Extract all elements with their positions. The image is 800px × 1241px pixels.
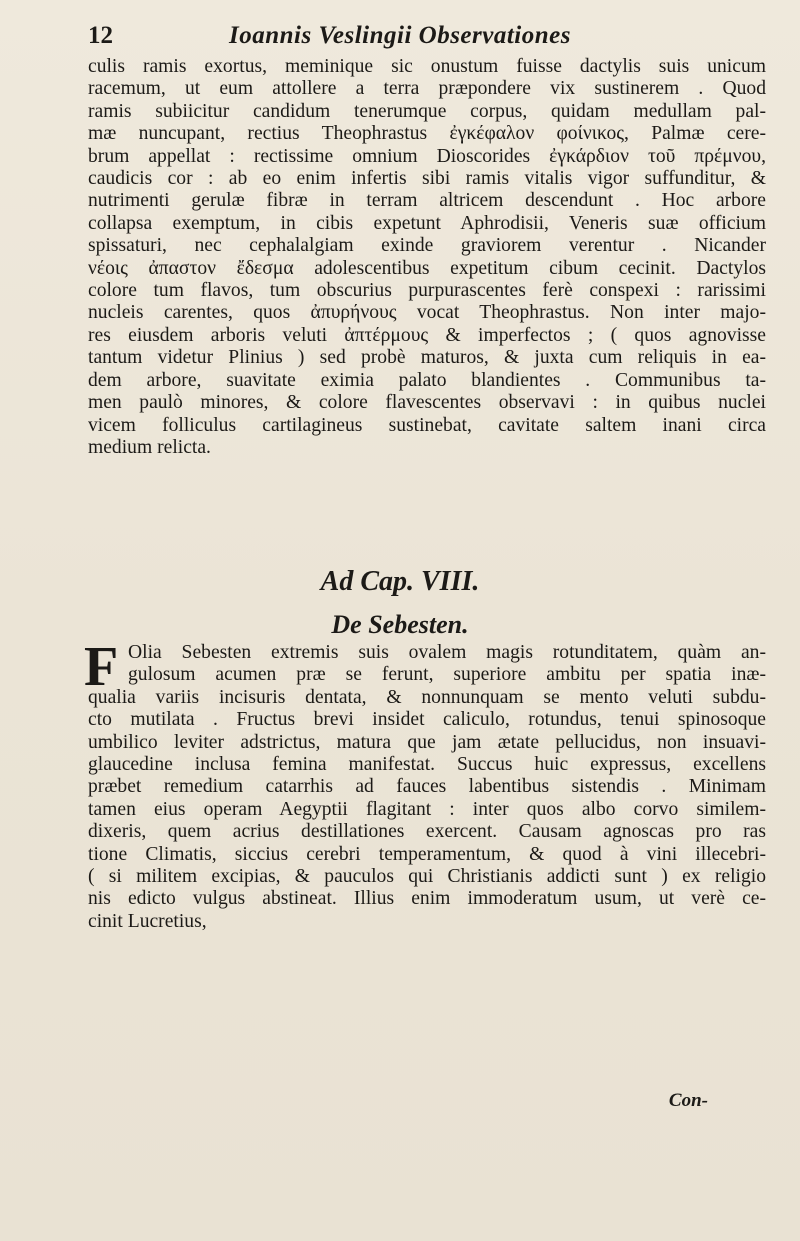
text-line: præbet remedium catarrhis ad fauces labentibus sistendis . Minimam xyxy=(88,776,766,798)
text-line: umbilico leviter adstrictus, matura que jam ætate pellucidus, non insuavi- xyxy=(88,731,766,753)
drop-cap: F xyxy=(84,636,119,698)
text-line: dixeris, quem acrius destillationes exercent. Causam agnoscas pro ras xyxy=(88,821,766,843)
running-title: Ioannis Veslingii Observationes xyxy=(229,22,571,49)
text-line: nutrimenti gerulæ fibræ in terram altricem descendunt . Hoc arbore xyxy=(88,190,766,212)
paragraph-sebesten xyxy=(84,636,766,933)
text-line: medium relicta. xyxy=(88,436,211,458)
text-line: men paulò minores, & colore flavescentes observavi : in quibus nuclei xyxy=(88,392,766,414)
text-line: νέοις ἀπαστον ἔδεσμα adolescentibus expetitum cibum cecinit. Dactylos xyxy=(88,257,766,279)
text-line: ramis subiicitur candidum tenerumque corpus, quidam medullam pal- xyxy=(88,100,766,122)
text-line: nucleis carentes, quos ἀπυρήνους vocat Theophrastus. Non inter majo- xyxy=(88,302,766,324)
catchword: Con- xyxy=(668,1090,708,1111)
text-line: tamen eius operam Aegyptii flagitant : inter quos albo corvo similem- xyxy=(88,798,766,820)
text-line: mæ nuncupant, rectius Theophrastus ἐγκέφαλον φοίνικος, Palmæ cere- xyxy=(88,123,766,145)
text-line: caudicis cor : ab eo enim infertis sibi ramis vitalis vigor suffunditur, & xyxy=(88,168,766,190)
text-line: qualia variis incisuris dentata, & nonnunquam se mento veluti subdu- xyxy=(88,686,766,708)
text-line: tantum videtur Plinius ) sed probè maturos, & juxta cum reliquis in ea- xyxy=(88,347,766,369)
text-line: cinit Lucretius, xyxy=(88,910,207,932)
text-line: brum appellat : rectissime omnium Dioscorides ἐγκάρδιον τοῦ πρέμνου, xyxy=(88,145,766,167)
text-line: dem arbore, suavitate eximia palato blandientes . Communibus ta- xyxy=(88,369,766,391)
text-line: spissaturi, nec cephalalgiam exinde graviorem verentur . Nicander xyxy=(88,235,766,257)
text-line: gulosum acumen præ se ferunt, superiore ambitu per spatia inæ- xyxy=(128,664,766,686)
running-head xyxy=(78,22,722,58)
text-line: vicem folliculus cartilagineus sustinebat, cavitate saltem inani circa xyxy=(88,414,766,436)
chapter-heading: Ad Cap. VIII. xyxy=(320,566,480,597)
page-number: 12 xyxy=(88,22,113,49)
text-line: collapsa exemptum, in cibis expetunt Aphrodisii, Veneris suæ officium xyxy=(88,212,766,234)
text-line: glaucedine inclusa femina manifestat. Succus huic expressus, excellens xyxy=(88,754,766,776)
text-line: culis ramis exortus, meminique sic onustum fuisse dactylis suis unicum xyxy=(88,56,766,77)
text-line: Olia Sebesten extremis suis ovalem magis rotunditatem, quàm an- xyxy=(128,642,766,663)
paragraph-dactyls xyxy=(88,56,766,459)
text-line: nis edicto vulgus abstineat. Illius enim immoderatum usum, ut verè ce- xyxy=(88,888,766,910)
text-line: res eiusdem arboris veluti ἀπτέρμους & imperfectos ; ( quos agnovisse xyxy=(88,324,766,346)
section-heading: De Sebesten. xyxy=(331,610,469,639)
text-line: colore tum flavos, tum obscurius purpurascentes ferè conspexi : rarissimi xyxy=(88,280,766,302)
text-line: racemum, ut eum attollere a terra præpondere vix sustinerem . Quod xyxy=(88,78,766,100)
text-line: tione Climatis, siccius cerebri temperamentum, & quod à vini illecebri- xyxy=(88,843,766,865)
text-line: ( si militem excipias, & pauculos qui Christianis addicti sunt ) ex religio xyxy=(88,866,766,888)
text-line: cto mutilata . Fructus brevi insidet caliculo, rotundus, tenui spinosoque xyxy=(88,709,766,731)
